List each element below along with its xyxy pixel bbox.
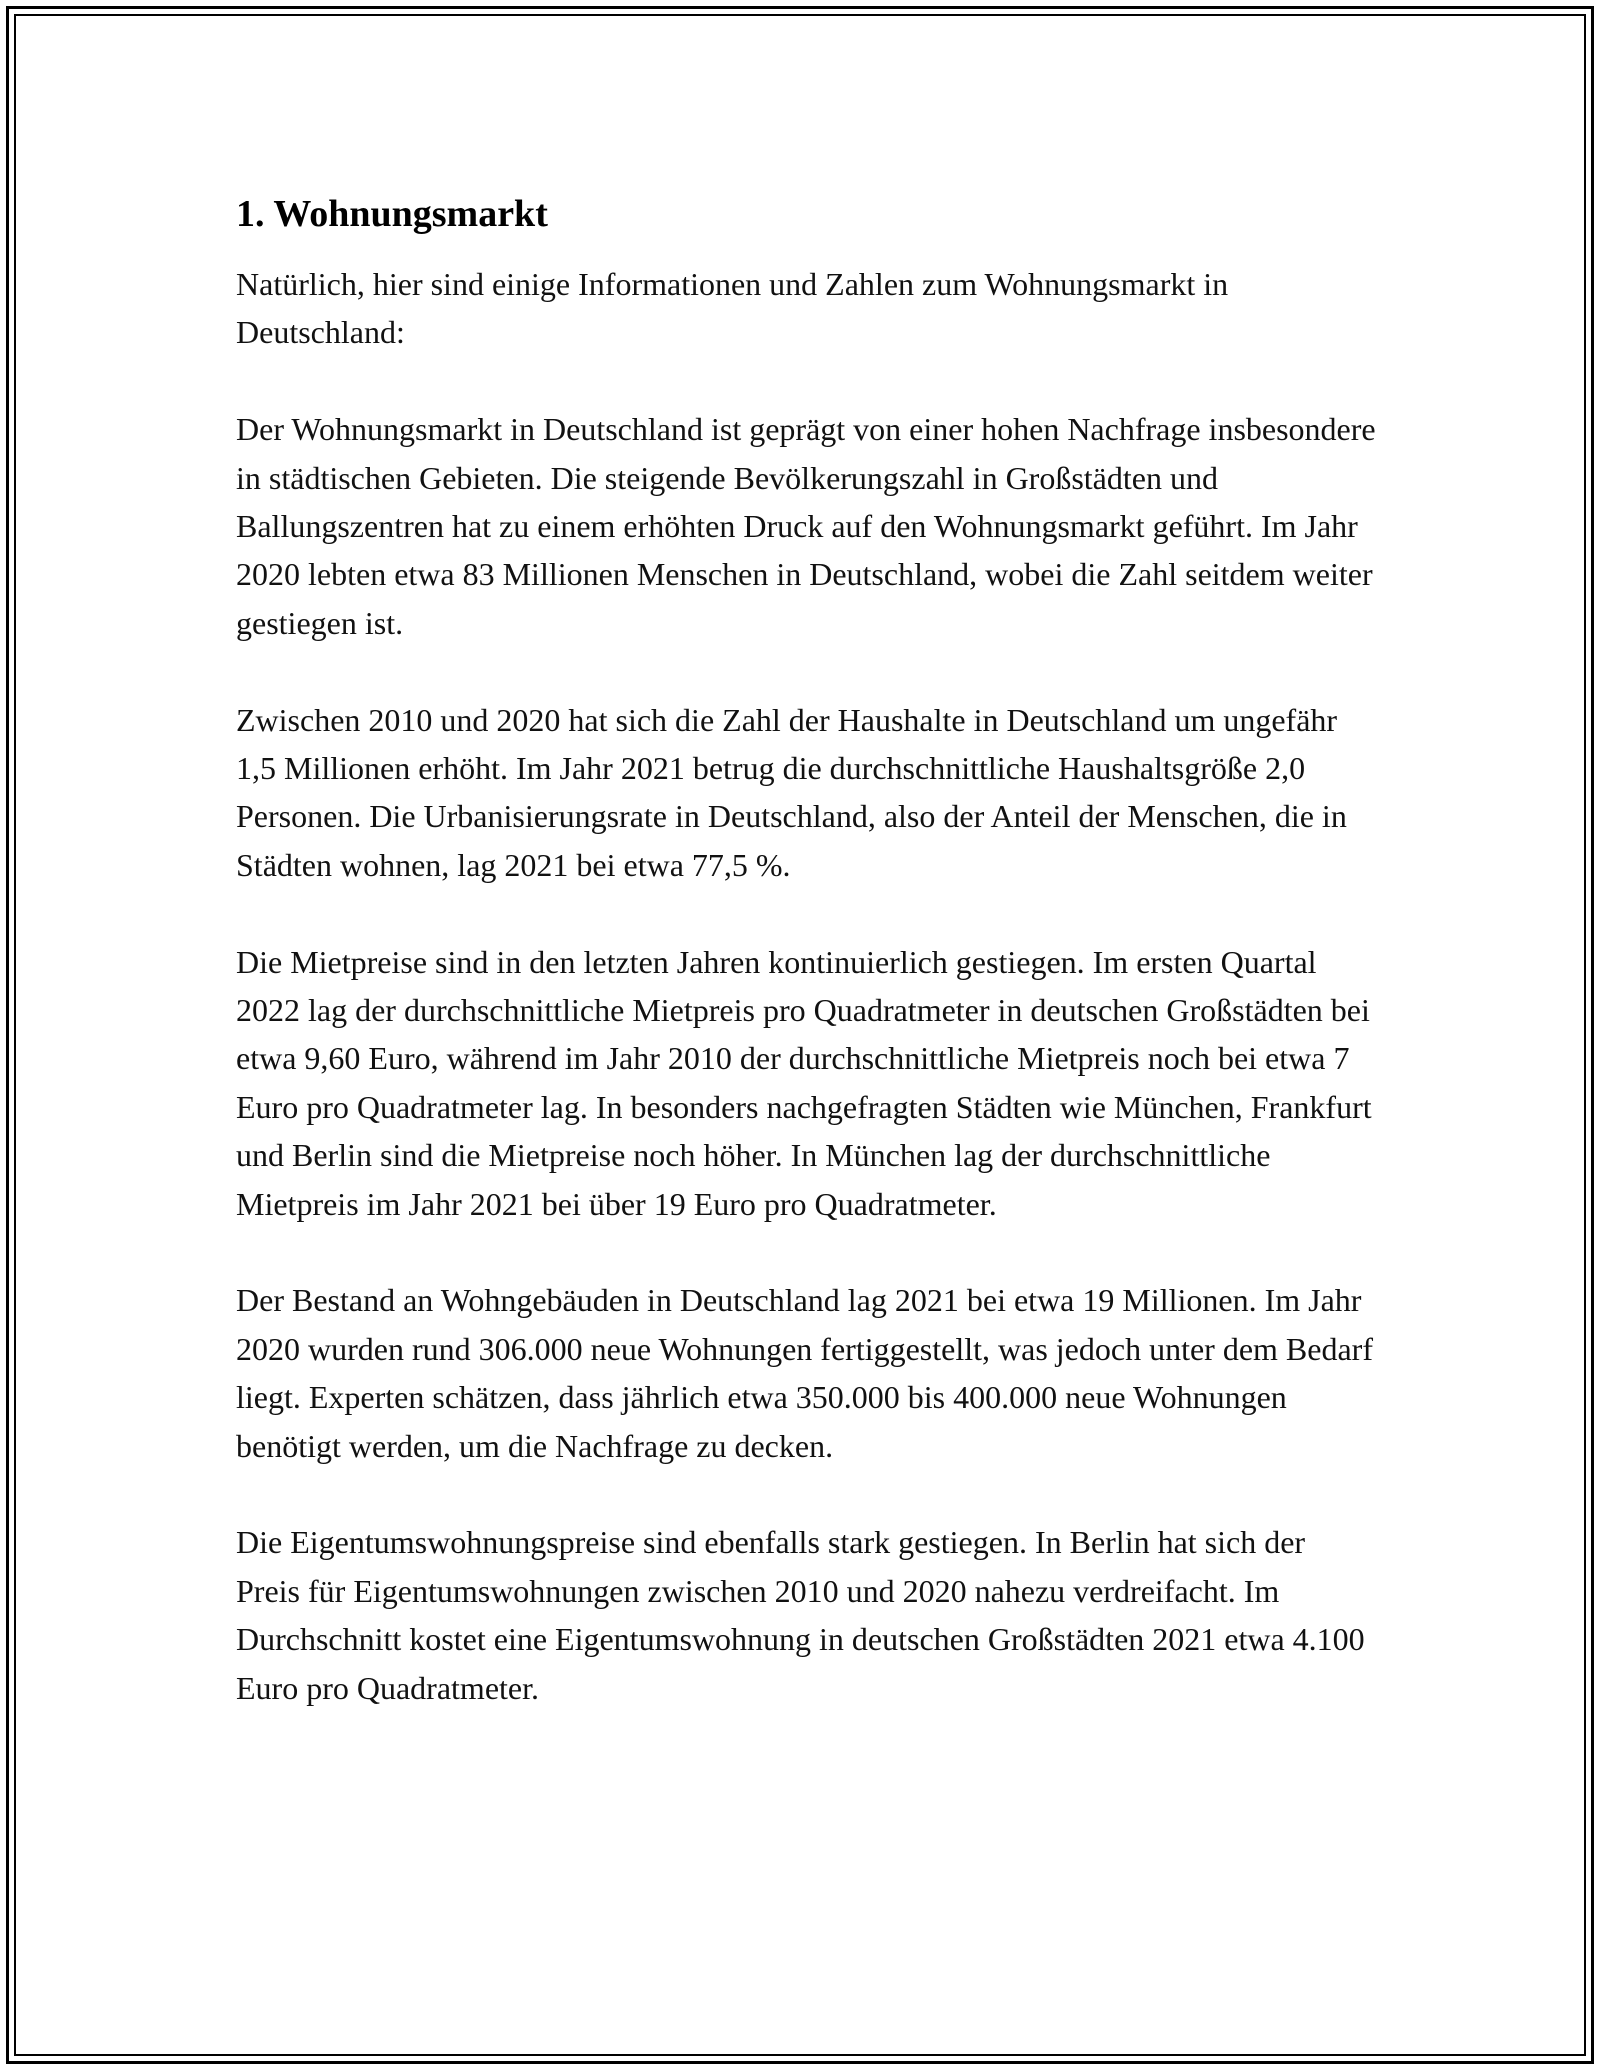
intro-paragraph: Natürlich, hier sind einige Informationen und Zahlen zum Wohnungsmarkt in Deutschland: [236,266,1229,351]
paragraph-property-prices: Die Eigentumswohnungspreise sind ebenfalls stark gestiegen. In Berlin hat sich der Preis für Eigentumswohnungen zwischen 2010 und 2020 nahezu verdreifacht. Im Durchschnitt kostet eine Eigentumswohnung in deutschen Großstädten 2021 etwa 4.100 Euro pro Quadratmeter. [236,1524,1365,1706]
paragraph-rents: Die Mietpreise sind in den letzten Jahren kontinuierlich gestiegen. Im ersten Quartal 2022 lag der durchschnittliche Mietpreis pro Quadratmeter in deutschen Großstädten bei etwa 9,60 Euro, während im Jahr 2010 der durchschnittliche Mietpreis noch bei etwa 7 Euro pro Quadratmeter lag. In besonders nachgefragten Städten wie München, Frankfurt und Berlin sind die Mietpreise noch höher. In München lag der durchschnittliche Mietpreis im Jahr 2021 bei über 19 Euro pro Quadratmeter. [236,943,1372,1222]
document-body [236,186,1376,1712]
paragraph-housing-stock: Der Bestand an Wohngebäuden in Deutschland lag 2021 bei etwa 19 Millionen. Im Jahr 2020 wurden rund 306.000 neue Wohnungen fertiggestellt, was jedoch unter dem Bedarf liegt. Experten schätzen, dass jährlich etwa 350.000 bis 400.000 neue Wohnungen benötigt werden, um die Nachfrage zu decken. [236,1282,1373,1464]
section-heading: 1. Wohnungsmarkt [236,193,548,235]
paragraph-demand: Der Wohnungsmarkt in Deutschland ist geprägt von einer hohen Nachfrage insbesondere in städtischen Gebieten. Die steigende Bevölkerungszahl in Großstädten und Ballungszentren hat zu einem erhöhten Druck auf den Wohnungsmarkt geführt. Im Jahr 2020 lebten etwa 83 Millionen Menschen in Deutschland, wobei die Zahl seitdem weiter gestiegen ist. [236,411,1376,641]
paragraph-households: Zwischen 2010 und 2020 hat sich die Zahl der Haushalte in Deutschland um ungefähr 1,5 Millionen erhöht. Im Jahr 2021 betrug die durchschnittliche Haushaltsgröße 2,0 Personen. Die Urbanisierungsrate in Deutschland, also der Anteil der Menschen, die in Städten wohnen, lag 2021 bei etwa 77,5 %. [236,701,1347,883]
